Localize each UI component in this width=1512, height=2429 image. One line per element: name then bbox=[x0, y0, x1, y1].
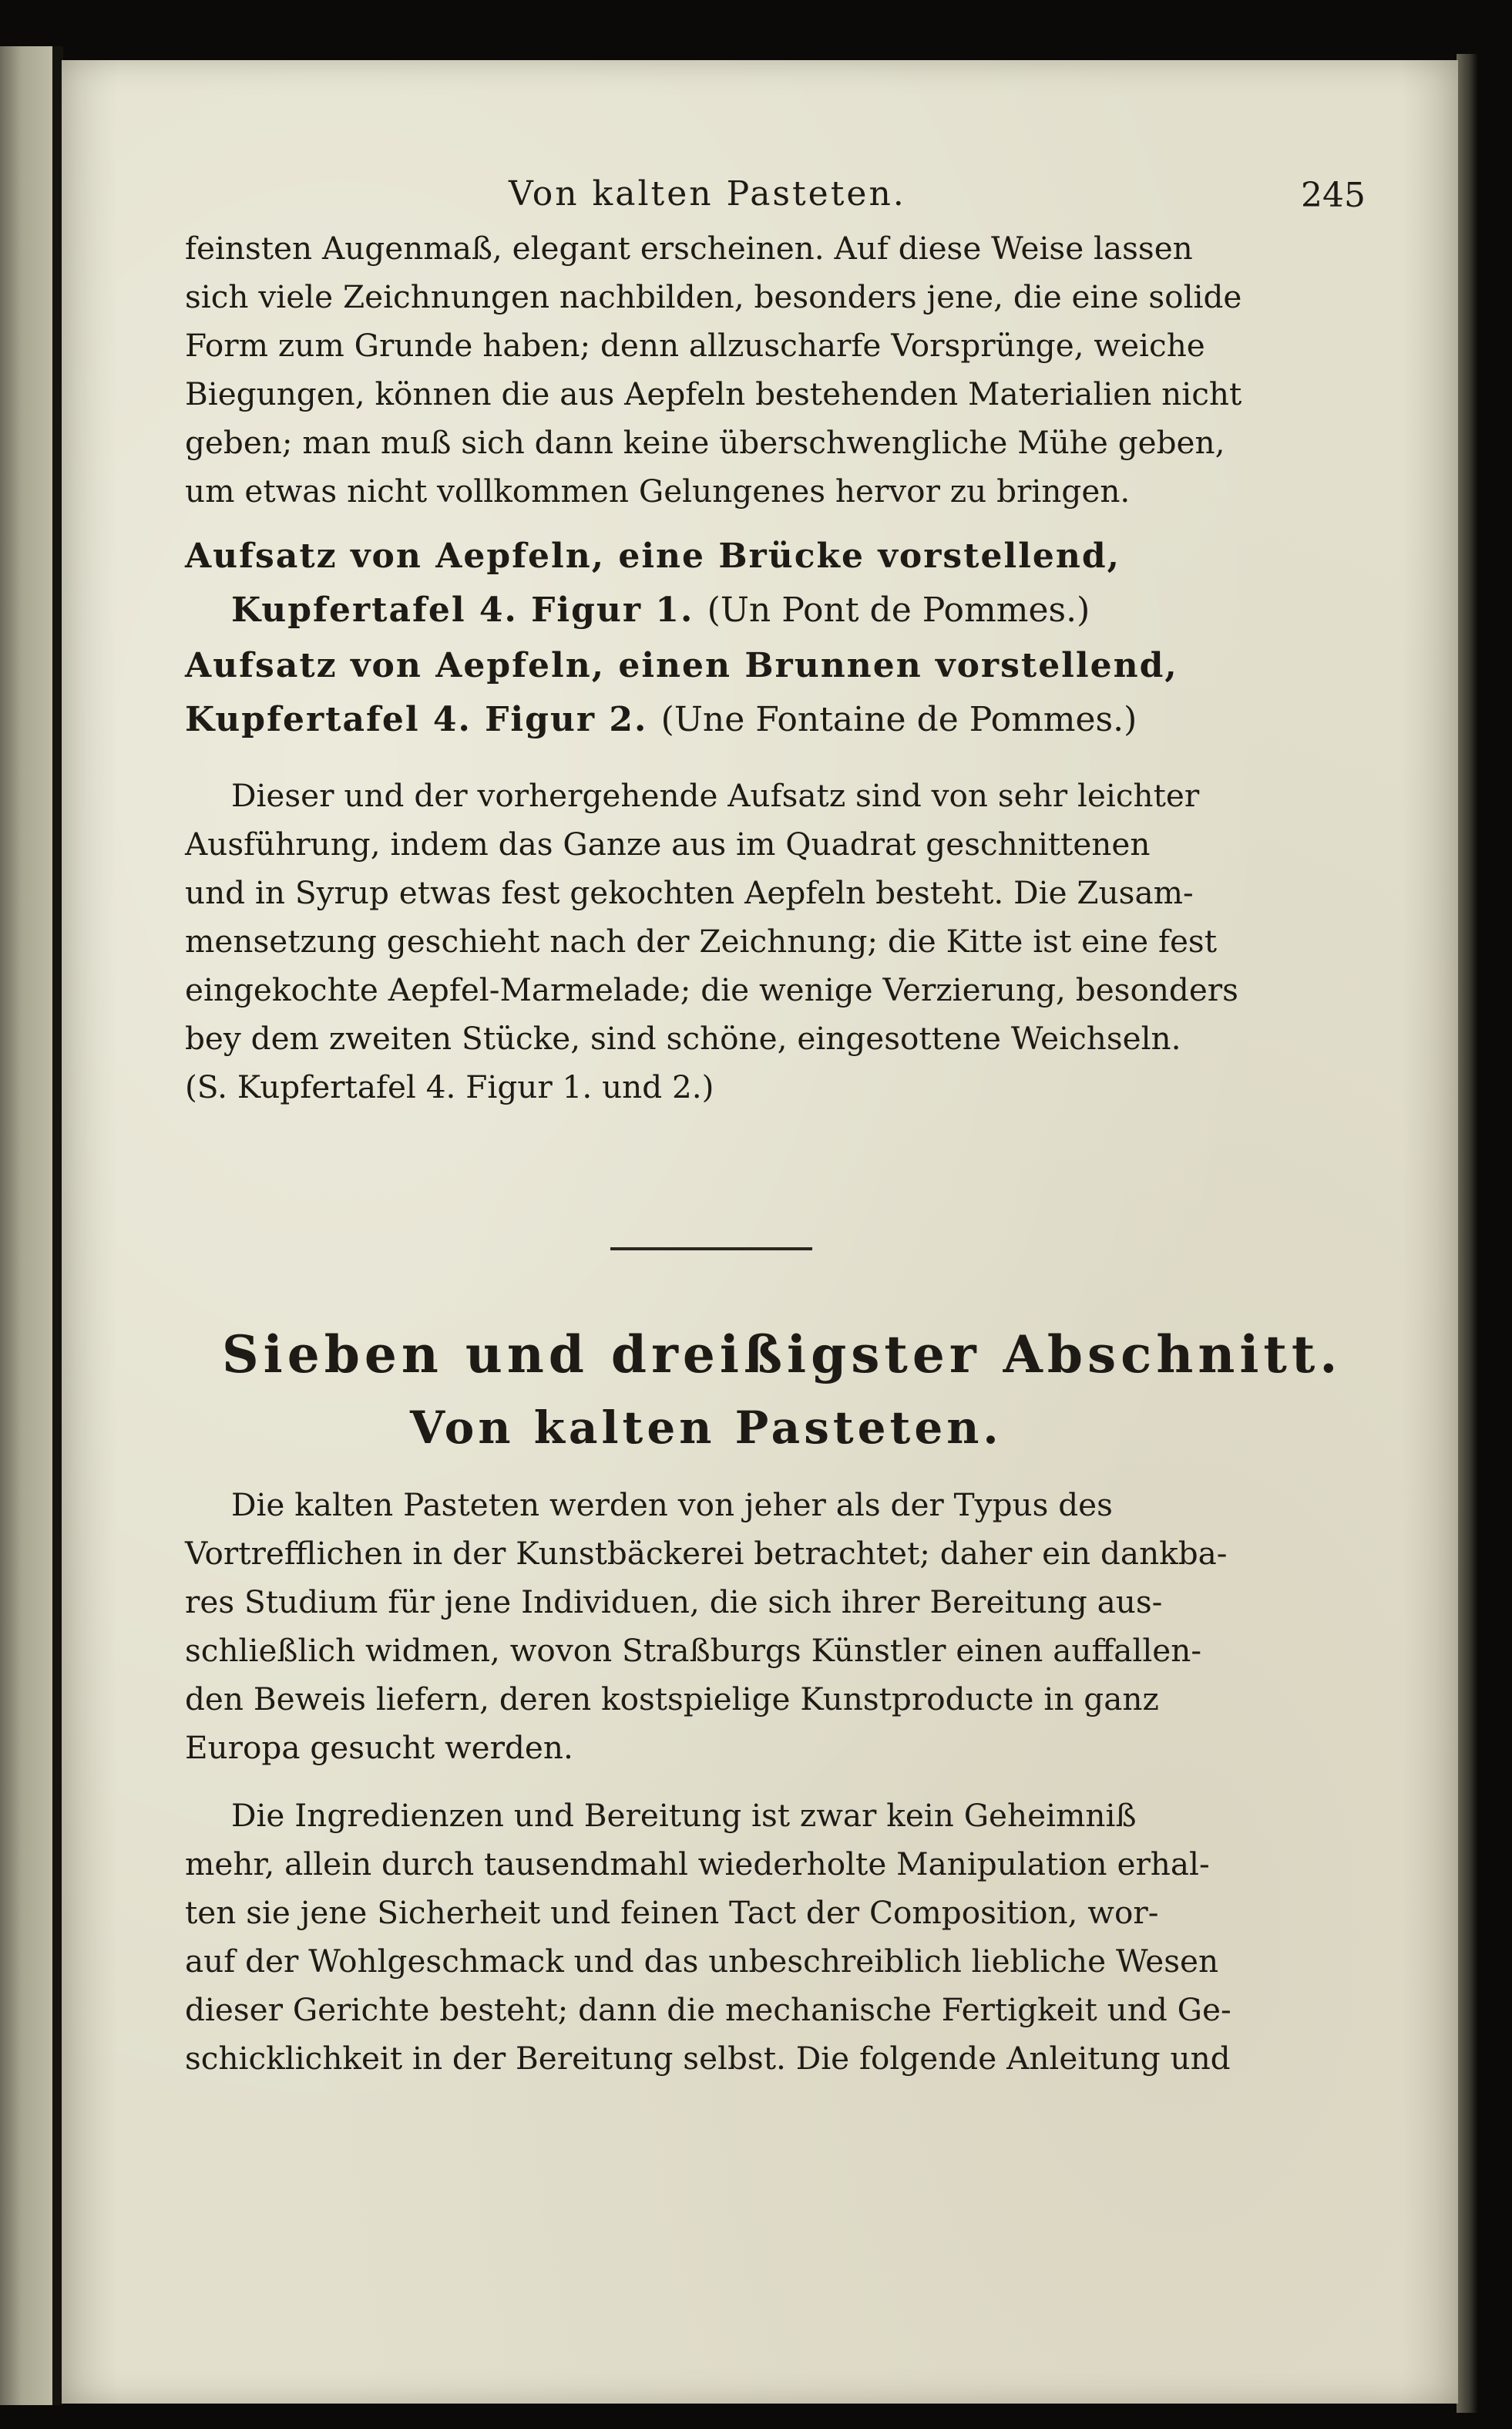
text-line: auf der Wohlgeschmack und das unbeschreiblich liebliche Wesen bbox=[185, 1943, 1219, 1980]
recipe-plate-reference bbox=[231, 590, 1090, 630]
text-line: Die Ingredienzen und Bereitung ist zwar kein Geheimniß bbox=[231, 1797, 1137, 1834]
text-line: Die kalten Pasteten werden von jeher als der Typus des bbox=[231, 1486, 1113, 1523]
section-subtitle: Von kalten Pasteten. bbox=[410, 1401, 1003, 1454]
text-line: dieser Gerichte besteht; dann die mechanische Fertigkeit und Ge- bbox=[185, 1991, 1231, 2028]
page-edge-shadow bbox=[1457, 54, 1478, 2413]
text-line: Vortrefflichen in der Kunstbäckerei betrachtet; daher ein dankba- bbox=[185, 1535, 1228, 1572]
facing-page-edge bbox=[0, 46, 54, 2405]
book-page bbox=[62, 60, 1458, 2404]
text-line: mensetzung geschieht nach der Zeichnung; die Kitte ist eine fest bbox=[185, 923, 1217, 960]
text-line: Ausführung, indem das Ganze aus im Quadrat geschnittenen bbox=[185, 826, 1151, 863]
french-title: (Une Fontaine de Pommes.) bbox=[660, 700, 1137, 739]
plate-label: Kupfertafel 4. Figur 2. bbox=[185, 700, 648, 739]
text-line: schließlich widmen, wovon Straßburgs Künstler einen auffallen- bbox=[185, 1632, 1202, 1669]
recipe-title: Aufsatz von Aepfeln, eine Brücke vorstellend, bbox=[185, 537, 1121, 576]
section-title: Sieben und dreißigster Abschnitt. bbox=[222, 1324, 1342, 1384]
text-line: Biegungen, können die aus Aepfeln bestehenden Materialien nicht bbox=[185, 375, 1242, 412]
text-line: (S. Kupfertafel 4. Figur 1. und 2.) bbox=[185, 1068, 714, 1105]
text-line: sich viele Zeichnungen nachbilden, besonders jene, die eine solide bbox=[185, 278, 1242, 315]
text-line: schicklichkeit in der Bereitung selbst. Die folgende Anleitung und bbox=[185, 2040, 1231, 2077]
section-divider bbox=[610, 1247, 812, 1250]
plate-label: Kupfertafel 4. Figur 1. bbox=[231, 590, 694, 630]
text-line: geben; man muß sich dann keine überschwengliche Mühe geben, bbox=[185, 424, 1225, 461]
running-head: Von kalten Pasteten. bbox=[509, 174, 906, 214]
text-line: ten sie jene Sicherheit und feinen Tact der Composition, wor- bbox=[185, 1894, 1159, 1931]
text-line: eingekochte Aepfel-Marmelade; die wenige Verzierung, besonders bbox=[185, 971, 1238, 1008]
text-line: Form zum Grunde haben; denn allzuscharfe Vorsprünge, weiche bbox=[185, 327, 1205, 364]
text-line: Europa gesucht werden. bbox=[185, 1729, 573, 1766]
recipe-plate-reference bbox=[185, 700, 1137, 739]
page-number: 245 bbox=[1301, 176, 1366, 215]
text-line: und in Syrup etwas fest gekochten Aepfeln besteht. Die Zusam- bbox=[185, 874, 1194, 911]
french-title: (Un Pont de Pommes.) bbox=[707, 590, 1090, 630]
text-line: Dieser und der vorhergehende Aufsatz sind von sehr leichter bbox=[231, 777, 1200, 814]
text-line: mehr, allein durch tausendmahl wiederholte Manipulation erhal- bbox=[185, 1845, 1210, 1882]
text-line: um etwas nicht vollkommen Gelungenes hervor zu bringen. bbox=[185, 473, 1131, 510]
text-line: res Studium für jene Individuen, die sich ihrer Bereitung aus- bbox=[185, 1583, 1163, 1620]
text-line: feinsten Augenmaß, elegant erscheinen. Auf diese Weise lassen bbox=[185, 230, 1193, 267]
recipe-title: Aufsatz von Aepfeln, einen Brunnen vorstellend, bbox=[185, 646, 1178, 685]
text-line: bey dem zweiten Stücke, sind schöne, eingesottene Weichseln. bbox=[185, 1020, 1181, 1057]
text-line: den Beweis liefern, deren kostspielige Kunstproducte in ganz bbox=[185, 1680, 1159, 1717]
